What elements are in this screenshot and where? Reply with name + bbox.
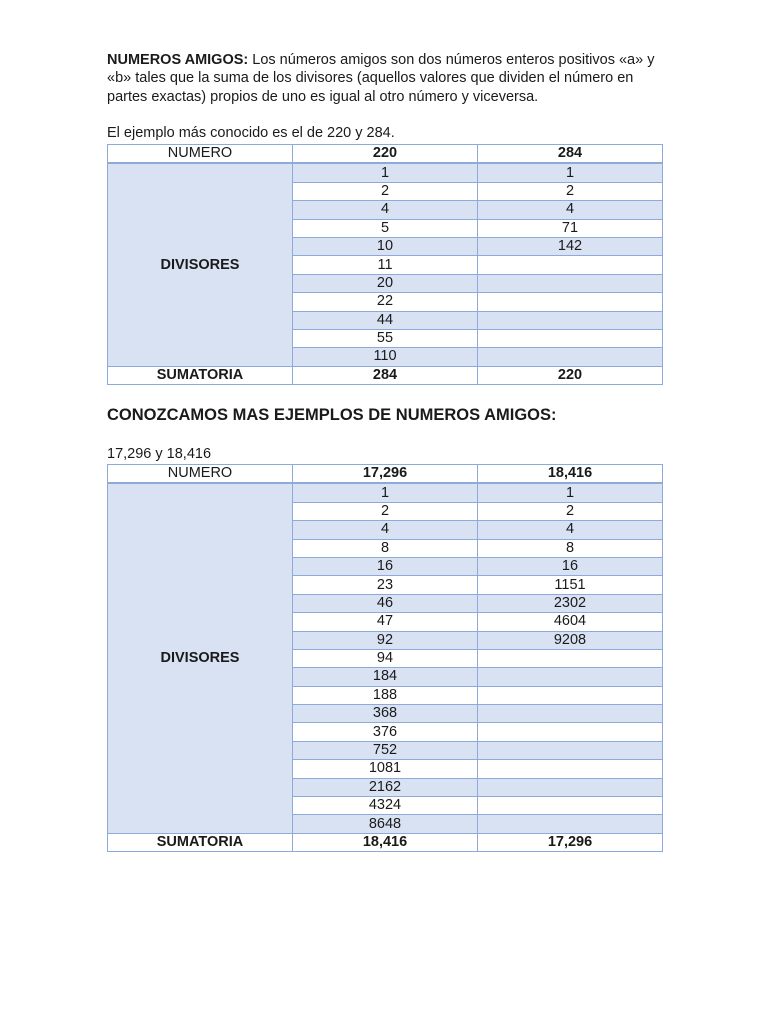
divisor-cell: 110 xyxy=(293,348,478,366)
sum-row xyxy=(108,366,663,384)
divisor-cell xyxy=(478,815,663,833)
divisor-cell xyxy=(478,649,663,667)
divisor-cell: 47 xyxy=(293,613,478,631)
example-line: El ejemplo más conocido es el de 220 y 284. xyxy=(107,125,395,141)
divisor-cell: 4 xyxy=(478,201,663,219)
divisor-cell xyxy=(478,348,663,366)
sum-cell: 17,296 xyxy=(478,833,663,851)
divisor-cell: 55 xyxy=(293,329,478,347)
divisor-cell: 22 xyxy=(293,293,478,311)
divisor-cell: 2 xyxy=(293,502,478,520)
divisor-cell: 1081 xyxy=(293,760,478,778)
table-header-row xyxy=(108,465,663,484)
amicable-table-220-284 xyxy=(107,144,663,385)
divisors-label: DIVISORES xyxy=(108,483,293,833)
header-cell: 220 xyxy=(293,145,478,164)
divisor-cell xyxy=(478,723,663,741)
divisor-cell xyxy=(478,256,663,274)
divisor-cell xyxy=(478,797,663,815)
divisor-cell: 142 xyxy=(478,237,663,255)
header-cell: 17,296 xyxy=(293,465,478,484)
divisor-cell xyxy=(478,686,663,704)
divisor-cell: 8 xyxy=(293,539,478,557)
divisor-cell: 20 xyxy=(293,274,478,292)
header-cell: NUMERO xyxy=(108,145,293,164)
divisor-cell: 376 xyxy=(293,723,478,741)
divisor-cell: 23 xyxy=(293,576,478,594)
divisor-cell: 10 xyxy=(293,237,478,255)
sum-cell: SUMATORIA xyxy=(108,366,293,384)
divisor-cell xyxy=(478,274,663,292)
divisor-cell xyxy=(478,741,663,759)
divisor-cell: 11 xyxy=(293,256,478,274)
divisor-cell: 752 xyxy=(293,741,478,759)
divisor-cell: 368 xyxy=(293,705,478,723)
section-heading: CONOZCAMOS MAS EJEMPLOS DE NUMEROS AMIGOS: xyxy=(107,406,557,424)
divisor-cell: 4324 xyxy=(293,797,478,815)
divisor-cell: 4 xyxy=(293,201,478,219)
divisor-cell xyxy=(478,668,663,686)
divisor-cell: 92 xyxy=(293,631,478,649)
divisor-cell xyxy=(478,705,663,723)
divisor-cell: 1 xyxy=(293,163,478,182)
divisor-cell xyxy=(478,311,663,329)
divisor-cell xyxy=(478,293,663,311)
divisor-cell: 184 xyxy=(293,668,478,686)
divisor-cell: 2302 xyxy=(478,594,663,612)
divisor-cell: 46 xyxy=(293,594,478,612)
divisor-cell: 9208 xyxy=(478,631,663,649)
header-cell: NUMERO xyxy=(108,465,293,484)
divisor-cell: 4 xyxy=(478,521,663,539)
divisor-cell: 1151 xyxy=(478,576,663,594)
divisor-cell: 2162 xyxy=(293,778,478,796)
divisor-cell: 1 xyxy=(293,483,478,502)
divisor-cell: 1 xyxy=(478,483,663,502)
sum-row xyxy=(108,833,663,851)
divisor-cell: 2 xyxy=(478,502,663,520)
divisor-cell: 4 xyxy=(293,521,478,539)
amicable-table-17296-18416 xyxy=(107,464,663,852)
divisor-cell: 2 xyxy=(293,182,478,200)
divisor-cell: 5 xyxy=(293,219,478,237)
divisor-cell xyxy=(478,760,663,778)
sum-cell: 220 xyxy=(478,366,663,384)
divisor-cell xyxy=(478,778,663,796)
divisor-cell: 1 xyxy=(478,163,663,182)
example2-line: 17,296 y 18,416 xyxy=(107,446,212,462)
intro-title: NUMEROS AMIGOS: xyxy=(107,52,249,68)
divisor-cell: 44 xyxy=(293,311,478,329)
divisor-cell: 4604 xyxy=(478,613,663,631)
divisor-cell xyxy=(478,329,663,347)
divisor-cell: 16 xyxy=(478,557,663,575)
divisor-cell: 16 xyxy=(293,557,478,575)
table-row xyxy=(108,163,663,182)
divisor-cell: 71 xyxy=(478,219,663,237)
intro-text: Los números amigos son dos números enteros positivos «a» y «b» tales que la suma de los divisores (aquellos valores que dividen el número en partes exactas) propios de uno es igual al otro número y viceversa. xyxy=(107,52,655,105)
divisor-cell: 94 xyxy=(293,649,478,667)
divisor-cell: 188 xyxy=(293,686,478,704)
header-cell: 18,416 xyxy=(478,465,663,484)
sum-cell: 18,416 xyxy=(293,833,478,851)
divisor-cell: 8648 xyxy=(293,815,478,833)
sum-cell: 284 xyxy=(293,366,478,384)
divisors-label: DIVISORES xyxy=(108,163,293,366)
table-row xyxy=(108,483,663,502)
divisor-cell: 8 xyxy=(478,539,663,557)
sum-cell: SUMATORIA xyxy=(108,833,293,851)
header-cell: 284 xyxy=(478,145,663,164)
divisor-cell: 2 xyxy=(478,182,663,200)
intro-paragraph xyxy=(107,51,667,106)
table-header-row xyxy=(108,145,663,164)
